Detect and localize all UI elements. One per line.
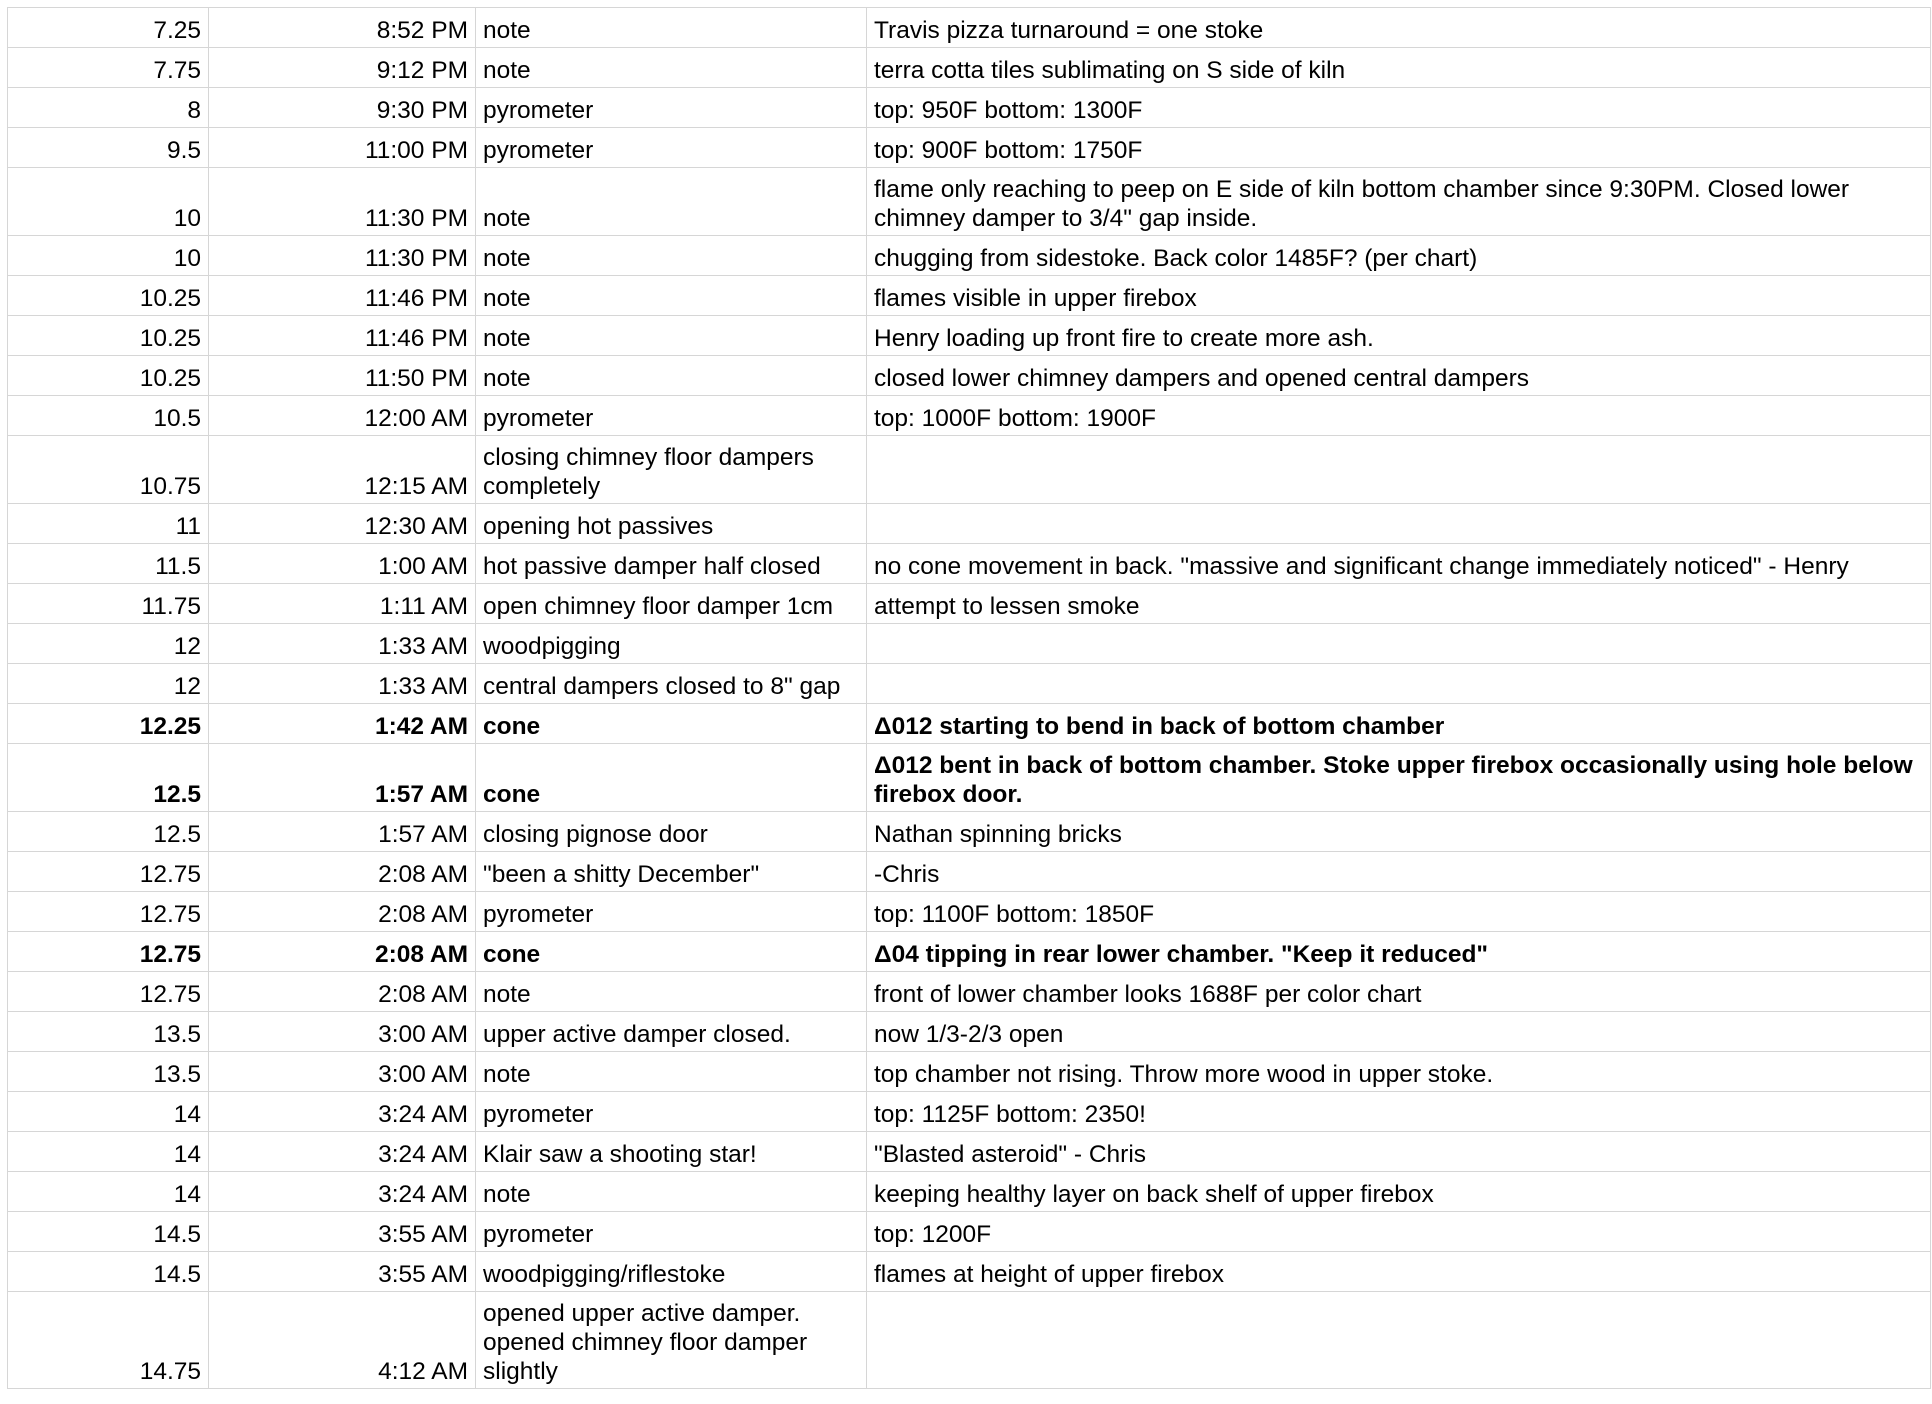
hours-value: 12.75 xyxy=(139,901,201,928)
time-cell[interactable] xyxy=(209,1292,476,1389)
description-cell[interactable] xyxy=(867,1252,1931,1292)
table-row xyxy=(8,504,1931,544)
time-cell[interactable] xyxy=(209,664,476,704)
description-value: flames at height of upper firebox xyxy=(874,1261,1225,1288)
event-type-cell[interactable] xyxy=(476,504,867,544)
hours-value: 12 xyxy=(173,633,201,660)
hours-value: 10.5 xyxy=(153,405,201,432)
description-cell[interactable] xyxy=(867,316,1931,356)
hours-cell[interactable] xyxy=(8,664,209,704)
hours-cell[interactable] xyxy=(8,436,209,504)
description-cell[interactable] xyxy=(867,624,1931,664)
event-type-value: Klair saw a shooting star! xyxy=(483,1141,757,1168)
table-row xyxy=(8,48,1931,88)
hours-cell[interactable] xyxy=(8,744,209,812)
event-type-cell[interactable] xyxy=(476,812,867,852)
event-type-cell[interactable] xyxy=(476,704,867,744)
time-value: 2:08 AM xyxy=(378,861,468,888)
time-value: 12:15 AM xyxy=(364,473,468,500)
table-row xyxy=(8,1252,1931,1292)
table-row xyxy=(8,8,1931,48)
time-cell[interactable] xyxy=(209,812,476,852)
event-type-value: cone xyxy=(483,781,541,808)
description-cell[interactable] xyxy=(867,236,1931,276)
description-value: top chamber not rising. Throw more wood in upper stoke. xyxy=(874,1061,1494,1088)
event-type-cell[interactable] xyxy=(476,664,867,704)
hours-cell[interactable] xyxy=(8,316,209,356)
time-value: 3:00 AM xyxy=(378,1021,468,1048)
event-type-value: note xyxy=(483,1061,531,1088)
hours-cell[interactable] xyxy=(8,1292,209,1389)
description-value: Δ012 bent in back of bottom chamber. Stoke upper firebox occasionally using hole below firebox door. xyxy=(874,752,1913,808)
table-row xyxy=(8,812,1931,852)
time-value: 2:08 AM xyxy=(374,941,468,968)
table-row xyxy=(8,664,1931,704)
description-cell[interactable] xyxy=(867,436,1931,504)
time-cell[interactable] xyxy=(209,8,476,48)
hours-cell[interactable] xyxy=(8,1052,209,1092)
hours-value: 7.75 xyxy=(153,57,201,84)
firing-log-table xyxy=(7,7,1931,1389)
hours-value: 7.25 xyxy=(153,17,201,44)
description-value: top: 1100F bottom: 1850F xyxy=(874,901,1155,928)
time-value: 1:33 AM xyxy=(378,673,468,700)
time-cell[interactable] xyxy=(209,48,476,88)
description-value: now 1/3-2/3 open xyxy=(874,1021,1064,1048)
event-type-value: note xyxy=(483,245,531,272)
table-row xyxy=(8,892,1931,932)
hours-value: 10.25 xyxy=(139,325,201,352)
time-cell[interactable] xyxy=(209,972,476,1012)
time-cell[interactable] xyxy=(209,436,476,504)
time-cell[interactable] xyxy=(209,128,476,168)
time-value: 3:24 AM xyxy=(378,1181,468,1208)
time-value: 1:57 AM xyxy=(378,821,468,848)
description-cell[interactable] xyxy=(867,892,1931,932)
table-row xyxy=(8,932,1931,972)
hours-value: 11 xyxy=(175,513,201,540)
time-cell[interactable] xyxy=(209,584,476,624)
event-type-value: closing chimney floor dampers completely xyxy=(483,444,814,500)
hours-value: 10 xyxy=(173,205,201,232)
table-row xyxy=(8,852,1931,892)
hours-value: 12.5 xyxy=(153,821,201,848)
hours-value: 13.5 xyxy=(153,1021,201,1048)
description-value: front of lower chamber looks 1688F per color chart xyxy=(874,981,1422,1008)
table-row xyxy=(8,1012,1931,1052)
event-type-cell[interactable] xyxy=(476,1252,867,1292)
description-cell[interactable] xyxy=(867,972,1931,1012)
hours-value: 12.5 xyxy=(153,781,201,808)
time-cell[interactable] xyxy=(209,316,476,356)
hours-value: 10.25 xyxy=(139,285,201,312)
table-row xyxy=(8,544,1931,584)
event-type-cell[interactable] xyxy=(476,1212,867,1252)
description-cell[interactable] xyxy=(867,396,1931,436)
event-type-value: pyrometer xyxy=(483,901,594,928)
time-value: 9:12 PM xyxy=(376,57,468,84)
description-cell[interactable] xyxy=(867,1092,1931,1132)
hours-value: 14 xyxy=(173,1141,201,1168)
event-type-cell[interactable] xyxy=(476,396,867,436)
event-type-value: pyrometer xyxy=(483,97,594,124)
table-row xyxy=(8,744,1931,812)
description-cell[interactable] xyxy=(867,1292,1931,1389)
hours-value: 12.75 xyxy=(139,981,201,1008)
hours-cell[interactable] xyxy=(8,584,209,624)
hours-cell[interactable] xyxy=(8,236,209,276)
hours-cell[interactable] xyxy=(8,1092,209,1132)
table-row xyxy=(8,356,1931,396)
time-cell[interactable] xyxy=(209,168,476,236)
hours-value: 14.5 xyxy=(153,1261,201,1288)
table-row xyxy=(8,1092,1931,1132)
hours-cell[interactable] xyxy=(8,276,209,316)
event-type-value: note xyxy=(483,57,531,84)
time-cell[interactable] xyxy=(209,852,476,892)
time-cell[interactable] xyxy=(209,88,476,128)
description-cell[interactable] xyxy=(867,812,1931,852)
firing-log-body xyxy=(8,8,1931,1389)
description-cell[interactable] xyxy=(867,128,1931,168)
time-value: 12:00 AM xyxy=(364,405,468,432)
time-value: 3:55 AM xyxy=(378,1221,468,1248)
time-value: 11:30 PM xyxy=(364,205,468,232)
event-type-value: note xyxy=(483,1181,531,1208)
hours-cell[interactable] xyxy=(8,812,209,852)
time-cell[interactable] xyxy=(209,744,476,812)
event-type-value: central dampers closed to 8" gap xyxy=(483,673,841,700)
time-value: 11:46 PM xyxy=(364,285,468,312)
hours-value: 14.75 xyxy=(139,1358,201,1385)
hours-cell[interactable] xyxy=(8,128,209,168)
time-value: 8:52 PM xyxy=(376,17,468,44)
event-type-value: note xyxy=(483,285,531,312)
event-type-cell[interactable] xyxy=(476,972,867,1012)
event-type-value: woodpigging xyxy=(483,633,621,660)
table-row xyxy=(8,88,1931,128)
time-cell[interactable] xyxy=(209,1092,476,1132)
description-cell[interactable] xyxy=(867,744,1931,812)
table-row xyxy=(8,396,1931,436)
event-type-cell[interactable] xyxy=(476,1132,867,1172)
table-row xyxy=(8,276,1931,316)
hours-cell[interactable] xyxy=(8,1212,209,1252)
hours-value: 12.25 xyxy=(139,713,201,740)
hours-cell[interactable] xyxy=(8,8,209,48)
table-row xyxy=(8,316,1931,356)
event-type-value: hot passive damper half closed xyxy=(483,553,821,580)
time-value: 3:24 AM xyxy=(378,1101,468,1128)
description-cell[interactable] xyxy=(867,932,1931,972)
time-cell[interactable] xyxy=(209,1132,476,1172)
description-value: Henry loading up front fire to create more ash. xyxy=(874,325,1374,352)
time-cell[interactable] xyxy=(209,624,476,664)
description-value: closed lower chimney dampers and opened central dampers xyxy=(874,365,1530,392)
time-value: 1:33 AM xyxy=(378,633,468,660)
event-type-value: note xyxy=(483,365,531,392)
hours-cell[interactable] xyxy=(8,356,209,396)
description-value: terra cotta tiles sublimating on S side of kiln xyxy=(874,57,1346,84)
event-type-cell[interactable] xyxy=(476,48,867,88)
hours-cell[interactable] xyxy=(8,852,209,892)
time-value: 1:42 AM xyxy=(374,713,468,740)
description-value: no cone movement in back. "massive and significant change immediately noticed" - Henry xyxy=(874,553,1849,580)
event-type-value: closing pignose door xyxy=(483,821,708,848)
time-value: 11:50 PM xyxy=(364,365,468,392)
time-cell[interactable] xyxy=(209,396,476,436)
time-value: 1:57 AM xyxy=(374,781,468,808)
time-value: 2:08 AM xyxy=(378,901,468,928)
event-type-value: opened upper active damper. opened chimney floor damper slightly xyxy=(483,1300,808,1385)
hours-cell[interactable] xyxy=(8,48,209,88)
description-cell[interactable] xyxy=(867,276,1931,316)
event-type-value: pyrometer xyxy=(483,1101,594,1128)
hours-cell[interactable] xyxy=(8,624,209,664)
hours-cell[interactable] xyxy=(8,168,209,236)
event-type-cell[interactable] xyxy=(476,544,867,584)
event-type-cell[interactable] xyxy=(476,128,867,168)
time-value: 11:30 PM xyxy=(364,245,468,272)
hours-cell[interactable] xyxy=(8,396,209,436)
table-row xyxy=(8,168,1931,236)
description-cell[interactable] xyxy=(867,48,1931,88)
time-cell[interactable] xyxy=(209,932,476,972)
event-type-cell[interactable] xyxy=(476,276,867,316)
event-type-value: note xyxy=(483,981,531,1008)
hours-cell[interactable] xyxy=(8,1012,209,1052)
table-row xyxy=(8,128,1931,168)
hours-cell[interactable] xyxy=(8,972,209,1012)
description-cell[interactable] xyxy=(867,852,1931,892)
event-type-cell[interactable] xyxy=(476,1292,867,1389)
event-type-cell[interactable] xyxy=(476,852,867,892)
description-value: keeping healthy layer on back shelf of upper firebox xyxy=(874,1181,1434,1208)
hours-cell[interactable] xyxy=(8,544,209,584)
time-cell[interactable] xyxy=(209,356,476,396)
event-type-cell[interactable] xyxy=(476,932,867,972)
description-value: Δ04 tipping in rear lower chamber. "Keep it reduced" xyxy=(874,941,1489,968)
event-type-cell[interactable] xyxy=(476,1172,867,1212)
description-value: top: 900F bottom: 1750F xyxy=(874,137,1143,164)
hours-value: 11.75 xyxy=(141,593,201,620)
event-type-value: pyrometer xyxy=(483,137,594,164)
time-cell[interactable] xyxy=(209,276,476,316)
description-cell[interactable] xyxy=(867,544,1931,584)
event-type-cell[interactable] xyxy=(476,88,867,128)
hours-value: 12.75 xyxy=(139,861,201,888)
time-cell[interactable] xyxy=(209,704,476,744)
description-value: flames visible in upper firebox xyxy=(874,285,1197,312)
time-value: 1:11 AM xyxy=(379,593,468,620)
table-row xyxy=(8,1172,1931,1212)
hours-value: 11.5 xyxy=(155,553,201,580)
table-row xyxy=(8,1052,1931,1092)
event-type-cell[interactable] xyxy=(476,892,867,932)
description-value: top: 950F bottom: 1300F xyxy=(874,97,1143,124)
description-value: top: 1000F bottom: 1900F xyxy=(874,405,1156,432)
event-type-cell[interactable] xyxy=(476,168,867,236)
event-type-cell[interactable] xyxy=(476,356,867,396)
time-value: 11:00 PM xyxy=(364,137,468,164)
description-cell[interactable] xyxy=(867,1012,1931,1052)
hours-cell[interactable] xyxy=(8,932,209,972)
description-value: -Chris xyxy=(874,861,940,888)
description-value: top: 1125F bottom: 2350! xyxy=(874,1101,1146,1128)
time-cell[interactable] xyxy=(209,544,476,584)
time-cell[interactable] xyxy=(209,1172,476,1212)
event-type-cell[interactable] xyxy=(476,584,867,624)
event-type-value: pyrometer xyxy=(483,1221,594,1248)
time-cell[interactable] xyxy=(209,504,476,544)
time-value: 1:00 AM xyxy=(378,553,468,580)
hours-value: 10.25 xyxy=(139,365,201,392)
event-type-value: note xyxy=(483,17,531,44)
event-type-value: upper active damper closed. xyxy=(483,1021,791,1048)
hours-value: 10 xyxy=(173,245,201,272)
time-value: 12:30 AM xyxy=(364,513,468,540)
event-type-value: opening hot passives xyxy=(483,513,714,540)
description-cell[interactable] xyxy=(867,1212,1931,1252)
hours-value: 13.5 xyxy=(153,1061,201,1088)
time-value: 3:55 AM xyxy=(378,1261,468,1288)
time-value: 3:24 AM xyxy=(378,1141,468,1168)
table-row xyxy=(8,584,1931,624)
description-value: flame only reaching to peep on E side of kiln bottom chamber since 9:30PM. Closed lower chimney damper to 3/4" gap inside. xyxy=(874,176,1850,232)
hours-cell[interactable] xyxy=(8,1172,209,1212)
hours-cell[interactable] xyxy=(8,704,209,744)
hours-cell[interactable] xyxy=(8,88,209,128)
description-value: chugging from sidestoke. Back color 1485F? (per chart) xyxy=(874,245,1478,272)
description-value: Δ012 starting to bend in back of bottom chamber xyxy=(874,713,1445,740)
hours-cell[interactable] xyxy=(8,504,209,544)
time-value: 11:46 PM xyxy=(364,325,468,352)
table-row xyxy=(8,972,1931,1012)
table-row xyxy=(8,624,1931,664)
event-type-cell[interactable] xyxy=(476,8,867,48)
event-type-cell[interactable] xyxy=(476,744,867,812)
description-cell[interactable] xyxy=(867,8,1931,48)
table-row xyxy=(8,436,1931,504)
time-cell[interactable] xyxy=(209,1212,476,1252)
time-cell[interactable] xyxy=(209,1252,476,1292)
description-cell[interactable] xyxy=(867,168,1931,236)
description-cell[interactable] xyxy=(867,584,1931,624)
hours-value: 14 xyxy=(173,1181,201,1208)
event-type-cell[interactable] xyxy=(476,236,867,276)
table-row xyxy=(8,1212,1931,1252)
description-value: "Blasted asteroid" - Chris xyxy=(874,1141,1147,1168)
table-row xyxy=(8,236,1931,276)
event-type-value: note xyxy=(483,205,531,232)
description-value: Nathan spinning bricks xyxy=(874,821,1122,848)
event-type-cell[interactable] xyxy=(476,436,867,504)
event-type-value: pyrometer xyxy=(483,405,594,432)
event-type-cell[interactable] xyxy=(476,1052,867,1092)
description-cell[interactable] xyxy=(867,1172,1931,1212)
description-cell[interactable] xyxy=(867,664,1931,704)
time-value: 9:30 PM xyxy=(376,97,468,124)
description-value: Travis pizza turnaround = one stoke xyxy=(874,17,1264,44)
hours-value: 10.75 xyxy=(139,473,201,500)
description-cell[interactable] xyxy=(867,704,1931,744)
description-cell[interactable] xyxy=(867,88,1931,128)
hours-value: 12.75 xyxy=(139,941,201,968)
event-type-cell[interactable] xyxy=(476,1092,867,1132)
event-type-value: woodpigging/riflestoke xyxy=(483,1261,726,1288)
table-row xyxy=(8,1292,1931,1389)
event-type-cell[interactable] xyxy=(476,316,867,356)
time-value: 2:08 AM xyxy=(378,981,468,1008)
event-type-value: open chimney floor damper 1cm xyxy=(483,593,833,620)
description-cell[interactable] xyxy=(867,504,1931,544)
time-cell[interactable] xyxy=(209,236,476,276)
description-value: attempt to lessen smoke xyxy=(874,593,1140,620)
hours-value: 9.5 xyxy=(166,137,201,164)
hours-cell[interactable] xyxy=(8,892,209,932)
event-type-value: cone xyxy=(483,941,541,968)
hours-cell[interactable] xyxy=(8,1132,209,1172)
description-value: top: 1200F xyxy=(874,1221,992,1248)
time-value: 3:00 AM xyxy=(378,1061,468,1088)
hours-value: 14 xyxy=(173,1101,201,1128)
event-type-value: "been a shitty December" xyxy=(483,861,760,888)
description-cell[interactable] xyxy=(867,356,1931,396)
hours-cell[interactable] xyxy=(8,1252,209,1292)
time-cell[interactable] xyxy=(209,1052,476,1092)
hours-value: 14.5 xyxy=(153,1221,201,1248)
event-type-cell[interactable] xyxy=(476,624,867,664)
table-row xyxy=(8,704,1931,744)
time-value: 4:12 AM xyxy=(378,1358,468,1385)
event-type-value: note xyxy=(483,325,531,352)
event-type-cell[interactable] xyxy=(476,1012,867,1052)
description-cell[interactable] xyxy=(867,1132,1931,1172)
table-row xyxy=(8,1132,1931,1172)
description-cell[interactable] xyxy=(867,1052,1931,1092)
hours-value: 8 xyxy=(187,97,201,124)
event-type-value: cone xyxy=(483,713,541,740)
hours-value: 12 xyxy=(173,673,201,700)
time-cell[interactable] xyxy=(209,892,476,932)
time-cell[interactable] xyxy=(209,1012,476,1052)
